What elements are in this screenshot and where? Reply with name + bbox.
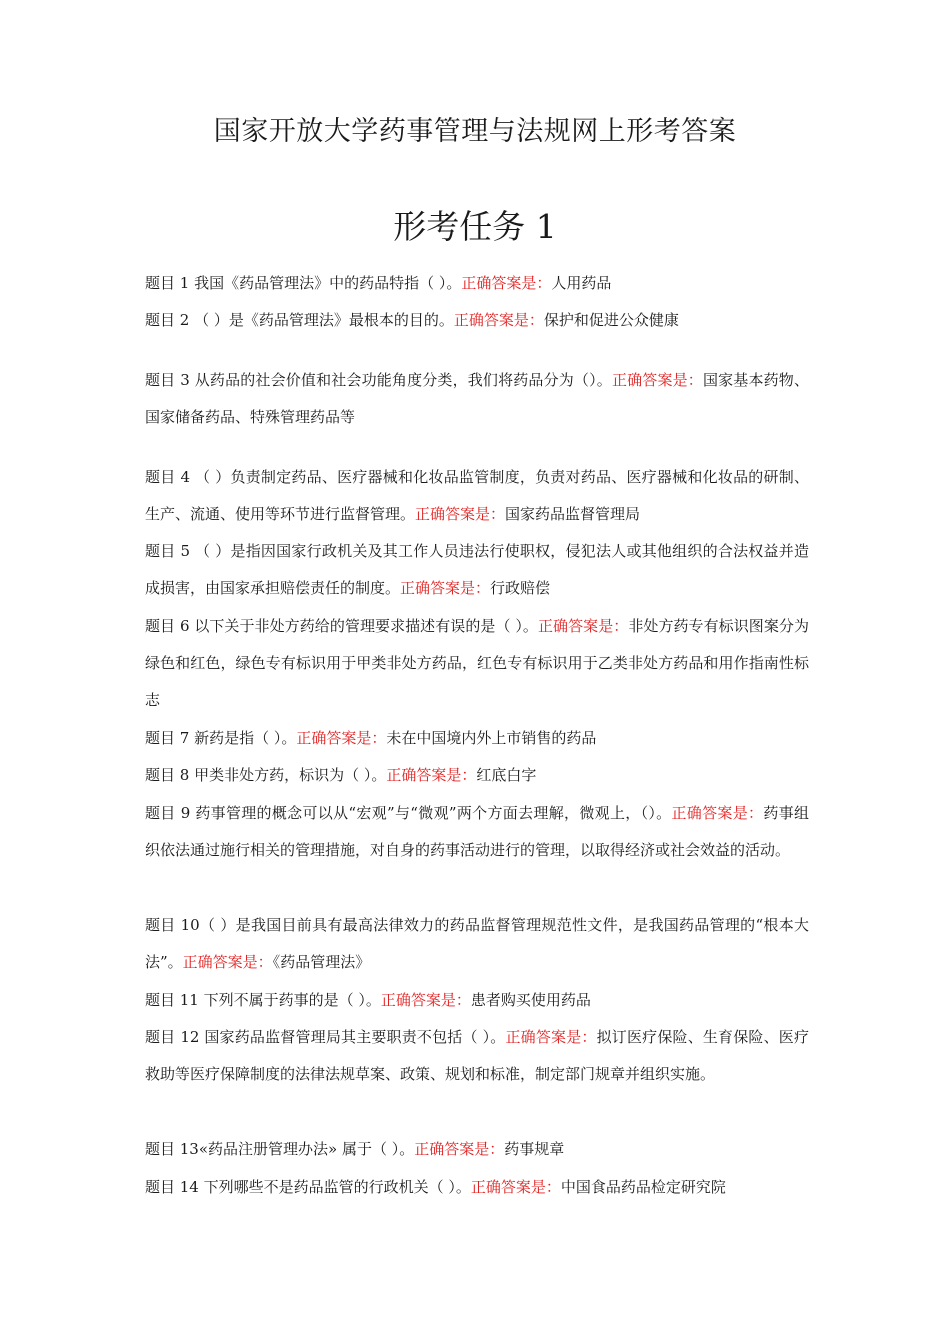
question-number: 题目 4 bbox=[145, 468, 196, 486]
question-number: 题目 1 bbox=[145, 274, 195, 292]
answer-text: 患者购买使用药品 bbox=[470, 991, 591, 1009]
answer-label: 正确答案是： bbox=[537, 617, 629, 635]
question-8 bbox=[145, 757, 809, 794]
answer-text: 红底白字 bbox=[476, 766, 537, 784]
question-10 bbox=[145, 907, 809, 981]
document-title: 国家开放大学药事管理与法规网上形考答案 bbox=[213, 116, 737, 147]
question-number: 题目 13 bbox=[145, 1140, 199, 1158]
question-text: （ ）是《药品管理法》最根本的目的。 bbox=[194, 311, 454, 329]
answer-text: 药事组织依法通过施行相关的管理措施，对自身的药事活动进行的管理，以取得经济或社会效益的活动。 bbox=[145, 804, 809, 859]
answer-text: 未在中国境内外上市销售的药品 bbox=[386, 729, 597, 747]
answer-text: 国家药品监督管理局 bbox=[505, 505, 641, 523]
question-text: （ ）负责制定药品、医疗器械和化妆品监管制度，负责对药品、医疗器械和化妆品的研制、生产、流通、使用等环节进行监督管理。 bbox=[145, 468, 809, 523]
question-number: 题目 7 bbox=[145, 729, 195, 747]
question-7 bbox=[145, 720, 809, 757]
question-number: 题目 2 bbox=[145, 311, 195, 329]
question-14 bbox=[145, 1169, 809, 1206]
question-text: 药事管理的概念可以从“宏观”与“微观”两个方面去理解，微观上，（）。 bbox=[195, 804, 672, 822]
answer-text: 人用药品 bbox=[551, 274, 612, 292]
section-title: 形考任务 1 bbox=[393, 207, 557, 246]
answer-label: 正确答案是： bbox=[182, 953, 273, 971]
question-text: 下列哪些不是药品监管的行政机关（ ）。 bbox=[203, 1178, 471, 1196]
question-number: 题目 3 bbox=[145, 371, 195, 389]
answer-label: 正确答案是： bbox=[400, 579, 491, 597]
answer-label: 正确答案是： bbox=[386, 766, 477, 784]
question-number: 题目 8 bbox=[145, 766, 195, 784]
question-number: 题目 5 bbox=[145, 542, 196, 560]
question-text: 我国《药品管理法》中的药品特指（ ）。 bbox=[194, 274, 462, 292]
answer-label: 正确答案是： bbox=[461, 274, 552, 292]
question-number: 题目 12 bbox=[145, 1028, 205, 1046]
answer-label: 正确答案是： bbox=[611, 371, 703, 389]
question-number: 题目 10 bbox=[145, 916, 200, 934]
question-11 bbox=[145, 982, 809, 1019]
question-text: «药品注册管理办法» 属于（ ）。 bbox=[198, 1140, 415, 1158]
answer-text: 非处方药专有标识图案分为绿色和红色，绿色专有标识用于甲类非处方药品，红色专有标识用于乙类非处方药品和用作指南性标志 bbox=[145, 617, 809, 709]
question-text: 国家药品监督管理局其主要职责不包括（ ）。 bbox=[204, 1028, 506, 1046]
question-text: （ ）是指因国家行政机关及其工作人员违法行使职权，侵犯法人或其他组织的合法权益并造成损害，由国家承担赔偿责任的制度。 bbox=[145, 542, 809, 597]
answer-label: 正确答案是： bbox=[671, 804, 764, 822]
question-13 bbox=[145, 1131, 809, 1168]
answer-label: 正确答案是： bbox=[470, 1178, 561, 1196]
question-2 bbox=[145, 302, 809, 339]
question-3 bbox=[145, 362, 809, 436]
answer-label: 正确答案是： bbox=[505, 1028, 597, 1046]
answer-text: 保护和促进公众健康 bbox=[543, 311, 679, 329]
answer-label: 正确答案是： bbox=[414, 1140, 505, 1158]
question-4 bbox=[145, 459, 809, 533]
answer-label: 正确答案是： bbox=[380, 991, 471, 1009]
question-12 bbox=[145, 1019, 809, 1093]
question-number: 题目 14 bbox=[145, 1178, 204, 1196]
question-text: 甲类非处方药，标识为（ ）。 bbox=[194, 766, 387, 784]
question-number: 题目 11 bbox=[145, 991, 204, 1009]
answer-text: 《药品管理法》 bbox=[272, 953, 371, 971]
answer-text: 国家基本药物、国家储备药品、特殊管理药品等 bbox=[145, 371, 809, 426]
question-1 bbox=[145, 265, 809, 302]
question-text: 下列不属于药事的是（ ）。 bbox=[203, 991, 381, 1009]
answer-text: 拟订医疗保险、生育保险、医疗救助等医疗保障制度的法律法规草案、政策、规划和标准，制定部门规章并组织实施。 bbox=[145, 1028, 809, 1083]
question-number: 题目 9 bbox=[145, 804, 196, 822]
question-text: 从药品的社会价值和社会功能角度分类，我们将药品分为（）。 bbox=[194, 371, 612, 389]
question-5 bbox=[145, 533, 809, 607]
answer-label: 正确答案是： bbox=[453, 311, 544, 329]
answer-text: 药事规章 bbox=[504, 1140, 565, 1158]
answer-label: 正确答案是： bbox=[296, 729, 387, 747]
question-text: （ ）是我国目前具有最高法律效力的药品监督管理规范性文件，是我国药品管理的“根本大法”。 bbox=[145, 916, 809, 971]
question-text: 以下关于非处方药给的管理要求描述有误的是（ ）。 bbox=[194, 617, 538, 635]
question-text: 新药是指（ ）。 bbox=[194, 729, 297, 747]
answer-text: 中国食品药品检定研究院 bbox=[560, 1178, 726, 1196]
question-number: 题目 6 bbox=[145, 617, 195, 635]
answer-text: 行政赔偿 bbox=[490, 579, 551, 597]
question-9 bbox=[145, 795, 809, 869]
question-6 bbox=[145, 608, 809, 719]
answer-label: 正确答案是： bbox=[415, 505, 506, 523]
